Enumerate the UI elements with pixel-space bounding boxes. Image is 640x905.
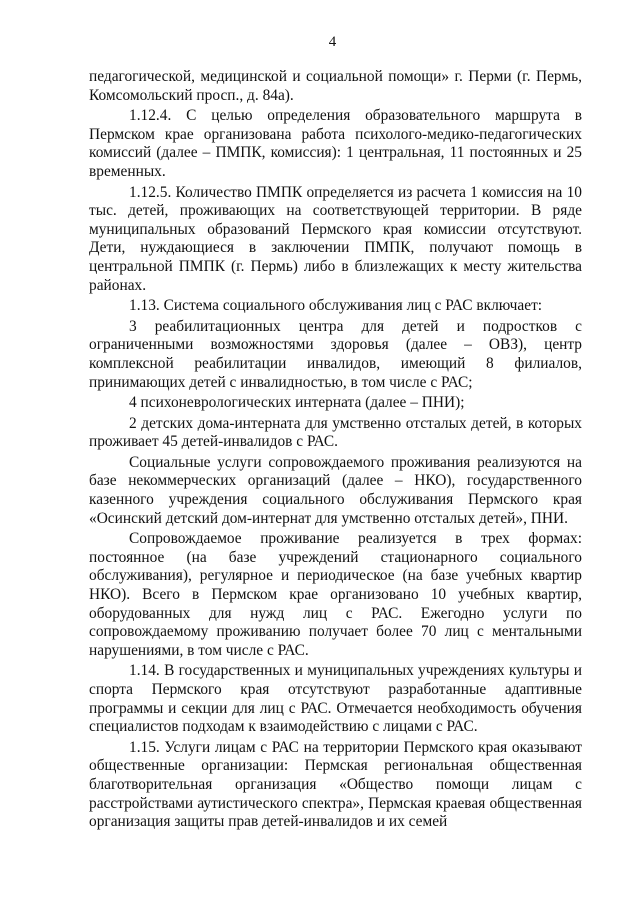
list-item-rehab-centers: 3 реабилитационных центра для детей и подростков с ограниченными возможностями здоровья (далее – ОВЗ), центр комплексной реабилитации инвалидов, имеющий 8 филиалов, принимающих детей с инвалидностью, в том числе с РАС; [89, 317, 582, 391]
paragraph-1-12-4: 1.12.4. С целью определения образовательного маршрута в Пермском крае организована работа психолого-медико-педагогических комиссий (далее – ПМПК, комиссия): 1 центральная, 11 постоянных и 25 временных. [89, 107, 582, 180]
list-item-pni: 4 психоневрологических интерната (далее – ПНИ); [129, 394, 465, 412]
body-text [89, 68, 582, 832]
paragraph-social-services: Социальные услуги сопровождаемого проживания реализуются на базе некоммерческих организаций (далее – НКО), государственного казенного учреждения социального обслуживания Пермского края «Осинский детский дом-интернат для умственно отсталых детей», ПНИ. [89, 453, 582, 527]
page-number: 4 [328, 34, 337, 50]
paragraph-1-15: 1.15. Услуги лицам с РАС на территории Пермского края оказывают общественные организации: Пермская региональная общественная благотворительная организация «Общество помощи лицам с расстройствами аутистического спектра», Пермская краевая общественная организация защиты прав детей-инвалидов и их семей [89, 738, 582, 831]
paragraph-1-14: 1.14. В государственных и муниципальных учреждениях культуры и спорта Пермского края отсутствуют разработанные адаптивные программы и секции для лиц с РАС. Отмечается необходимость обучения специалистов подходам к взаимодействию с лицами с РАС. [89, 662, 582, 736]
paragraph-1-13: 1.13. Система социального обслуживания лиц с РАС включает: [129, 297, 543, 315]
list-item-children-homes: 2 детских дома-интерната для умственно отсталых детей, в которых проживает 45 детей-инвалидов с РАС. [89, 414, 582, 451]
paragraph-supported-living: Сопровождаемое проживание реализуется в трех формах: постоянное (на базе учреждений стационарного социального обслуживания), регулярное и периодическое (на базе учебных квартир НКО). Всего в Пермском крае организовано 10 учебных квартир, оборудованных для нужд лиц с РАС. Ежегодно услуги по сопровождаемому проживанию получает более 70 лиц с ментальными нарушениями, в том числе с РАС. [89, 530, 582, 659]
paragraph-1-12-5: 1.12.5. Количество ПМПК определяется из расчета 1 комиссия на 10 тыс. детей, проживающих на соответствующей территории. В ряде муниципальных образований Пермского края комиссии отсутствуют. Дети, нуждающиеся в заключении ПМПК, получают помощь в центральной ПМПК (г. Пермь) либо в близлежащих к месту жительства районах. [89, 183, 582, 294]
paragraph-continuation: педагогической, медицинской и социальной помощи» г. Перми (г. Пермь, Комсомольский просп., д. 84а). [89, 68, 582, 104]
